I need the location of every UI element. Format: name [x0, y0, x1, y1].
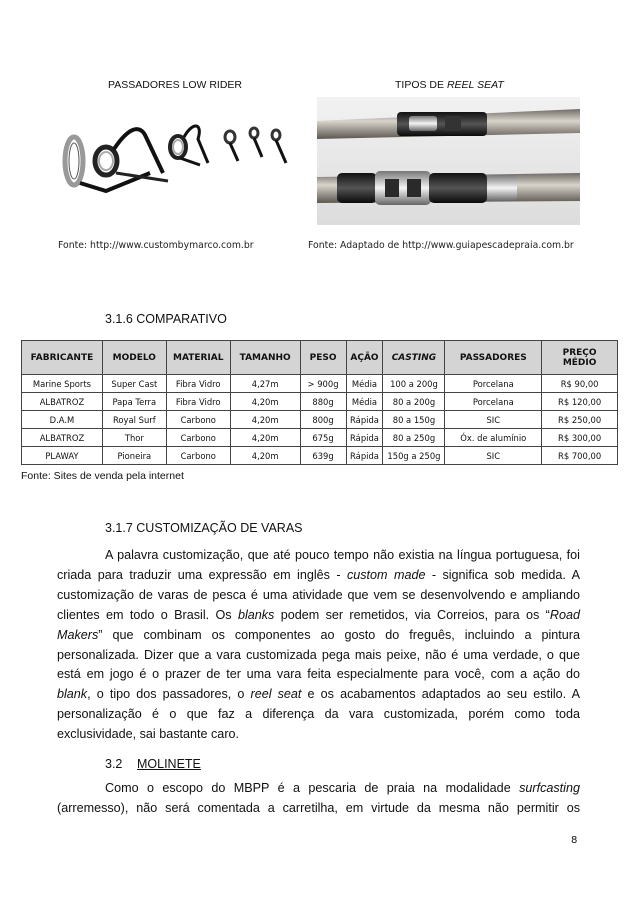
paragraph-line: (arremesso), não será comentada a carretilha, em virtude da mesma não permitir os [57, 800, 580, 815]
table-cell: 4,20m [230, 429, 300, 447]
table-row [22, 411, 618, 429]
section-heading-molinete: MOLINETE [137, 757, 201, 771]
table-cell: Marine Sports [22, 375, 103, 393]
table-cell: R$ 700,00 [542, 447, 618, 465]
table-cell: 4,27m [230, 375, 300, 393]
rod-guides-image [58, 103, 298, 218]
table-row [22, 429, 618, 447]
table-cell: > 900g [300, 375, 346, 393]
table-cell: ALBATROZ [22, 429, 103, 447]
paragraph-line: blank, o tipo dos passadores, o reel seat e os acabamentos adaptados ao seu estilo. A [57, 687, 580, 702]
table-cell: D.A.M [22, 411, 103, 429]
table-cell: 675g [300, 429, 346, 447]
table-cell: 80 a 250g [383, 429, 445, 447]
table-cell: Óx. de alumínio [445, 429, 542, 447]
section-heading-comparativo: 3.1.6 COMPARATIVO [105, 312, 227, 326]
paragraph-line: criada para traduzir uma expressão em inglês - custom made - significa sob medida. A [57, 567, 580, 582]
table-cell: 4,20m [230, 411, 300, 429]
table-cell: Thor [102, 429, 166, 447]
table-cell: 80 a 150g [383, 411, 445, 429]
header-passadores: PASSADORES [445, 341, 542, 375]
table-cell: Carbono [166, 411, 230, 429]
header-material: MATERIAL [166, 341, 230, 375]
paragraph-line: personalização é o que faz a diferença da vara customizada, porém como toda [57, 707, 580, 722]
table-cell: Rápida [346, 411, 383, 429]
page-number: 8 [571, 835, 578, 846]
paragraph-line: personalizada. Dizer que a vara customizada pega mais peixe, não é uma verdade, o que [57, 647, 580, 662]
table-cell: Royal Surf [102, 411, 166, 429]
table-row [22, 375, 618, 393]
header-fabricante: FABRICANTE [22, 341, 103, 375]
header-modelo: MODELO [102, 341, 166, 375]
table-cell: 639g [300, 447, 346, 465]
table-cell: Fibra Vidro [166, 375, 230, 393]
table-cell: R$ 90,00 [542, 375, 618, 393]
figure-caption-right: TIPOS DE REEL SEAT [395, 79, 504, 91]
table-cell: SIC [445, 447, 542, 465]
table-cell: ALBATROZ [22, 393, 103, 411]
section-heading-customizacao: 3.1.7 CUSTOMIZAÇÃO DE VARAS [105, 521, 303, 535]
table-cell: Fibra Vidro [166, 393, 230, 411]
figure-source-right: Fonte: Adaptado de http://www.guiapescadepraia.com.br [308, 240, 574, 251]
paragraph-line: Makers” que combinam os componentes ao gosto do freguês, incluindo a pintura [57, 627, 580, 642]
table-row [22, 447, 618, 465]
table-cell: 4,20m [230, 447, 300, 465]
table-header-row [22, 341, 618, 375]
table-cell: Média [346, 393, 383, 411]
table-cell: PLAWAY [22, 447, 103, 465]
table-cell: 880g [300, 393, 346, 411]
paragraph-line: Como o escopo do MBPP é a pescaria de praia na modalidade surfcasting [105, 781, 580, 795]
table-cell: R$ 120,00 [542, 393, 618, 411]
table-cell: Carbono [166, 429, 230, 447]
comparison-table [21, 340, 618, 465]
figure-caption-left: PASSADORES LOW RIDER [108, 79, 242, 91]
table-cell: 800g [300, 411, 346, 429]
table-cell: 100 a 200g [383, 375, 445, 393]
paragraph-line: A palavra customização, que até pouco tempo não existia na língua portuguesa, foi [105, 548, 580, 562]
paragraph-line: está em jogo é o prazer de ter uma vara feita especialmente para você, com a ação do [57, 667, 580, 682]
table-cell: 150g a 250g [383, 447, 445, 465]
table-cell: Rápida [346, 447, 383, 465]
reel-seat-image [317, 97, 580, 225]
molinete-paragraph [57, 779, 580, 819]
table-cell: 4,20m [230, 393, 300, 411]
paragraph-line: exclusividade, sai bastante caro. [57, 727, 240, 742]
table-cell: Porcelana [445, 393, 542, 411]
paragraph-line: clientes em todo o Brasil. Os blanks podem ser remetidos, via Correios, para os “Road [57, 607, 580, 622]
header-casting: CASTING [383, 341, 445, 375]
header-preco-medio: PREÇO MÉDIO [542, 341, 618, 375]
section-number-molinete: 3.2 [105, 757, 123, 771]
header-peso: PESO [300, 341, 346, 375]
table-cell: R$ 250,00 [542, 411, 618, 429]
table-cell: Porcelana [445, 375, 542, 393]
paragraph-line: customização de varas de pesca é uma atividade que vem se desenvolvendo e ampliando [57, 587, 580, 602]
figure-source-left: Fonte: http://www.custombymarco.com.br [58, 240, 254, 251]
table-cell: Média [346, 375, 383, 393]
table-cell: Pioneira [102, 447, 166, 465]
table-row [22, 393, 618, 411]
table-cell: Carbono [166, 447, 230, 465]
table-cell: Papa Terra [102, 393, 166, 411]
table-cell: SIC [445, 411, 542, 429]
customizacao-paragraph [57, 546, 580, 745]
table-cell: R$ 300,00 [542, 429, 618, 447]
header-tamanho: TAMANHO [230, 341, 300, 375]
table-cell: Rápida [346, 429, 383, 447]
header-acao: AÇÃO [346, 341, 383, 375]
table-cell: Super Cast [102, 375, 166, 393]
table-cell: 80 a 200g [383, 393, 445, 411]
table-source: Fonte: Sites de venda pela internet [21, 470, 184, 482]
